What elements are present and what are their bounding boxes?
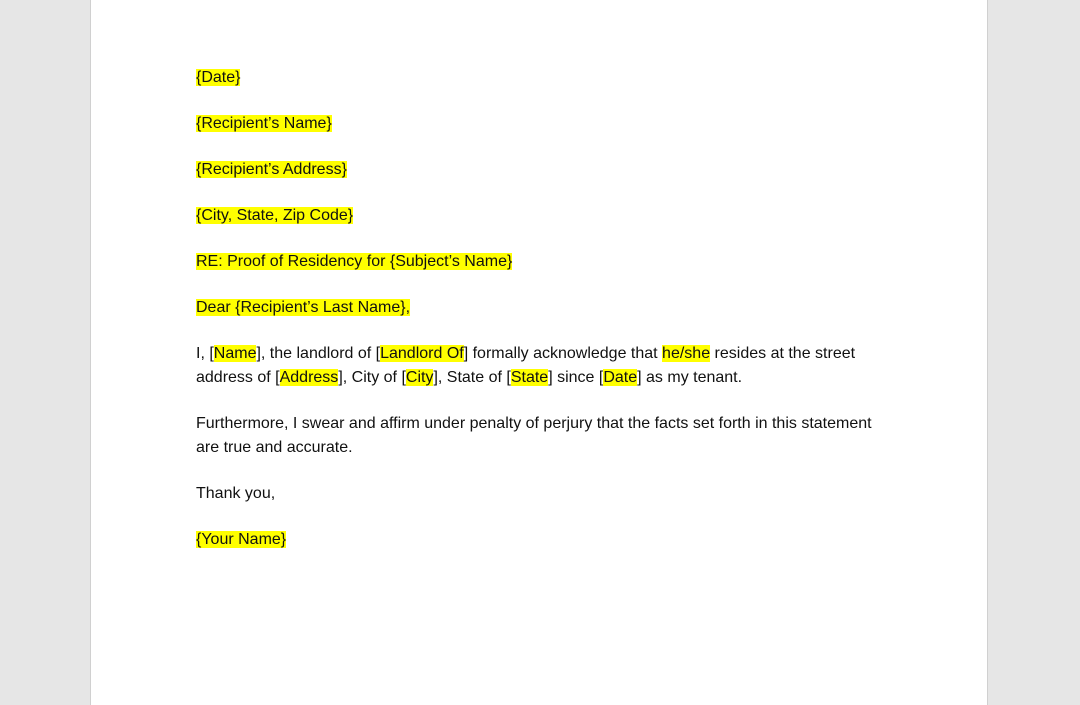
- name-field[interactable]: Name: [213, 345, 257, 362]
- salutation-line: [196, 296, 886, 320]
- recipient-address-line: [196, 158, 886, 182]
- date-placeholder[interactable]: {Date}: [196, 69, 241, 86]
- recipient-address-placeholder[interactable]: {Recipient’s Address}: [196, 161, 347, 178]
- date-line: [196, 66, 886, 90]
- pronoun-field[interactable]: he/she: [662, 345, 711, 362]
- salutation-placeholder[interactable]: Dear {Recipient’s Last Name},: [196, 299, 411, 316]
- closing-line: Thank you,: [196, 485, 276, 502]
- body1-text-7: ] since [: [548, 369, 604, 386]
- body1-text-6: ], State of [: [433, 369, 511, 386]
- body1-text-2: ], the landlord of [: [256, 345, 381, 362]
- body-paragraph-2: Furthermore, I swear and affirm under penalty of perjury that the facts set forth in this statement are true and accurate.: [196, 415, 872, 456]
- subject-placeholder[interactable]: RE: Proof of Residency for {Subject’s Name}: [196, 253, 513, 270]
- signature-line: [196, 528, 886, 552]
- body1-text-5: ], City of [: [338, 369, 406, 386]
- body1-text-8: ] as my tenant.: [637, 369, 743, 386]
- state-field[interactable]: State: [510, 369, 549, 386]
- body1-text-3: ] formally acknowledge that: [463, 345, 663, 362]
- body-paragraph-1: [196, 342, 886, 390]
- city-state-zip-placeholder[interactable]: {City, State, Zip Code}: [196, 207, 354, 224]
- city-field[interactable]: City: [405, 369, 434, 386]
- recipient-name-line: [196, 112, 886, 136]
- document-page[interactable]: [90, 0, 988, 705]
- landlord-of-field[interactable]: Landlord Of: [380, 345, 464, 362]
- recipient-name-placeholder[interactable]: {Recipient’s Name}: [196, 115, 332, 132]
- city-state-zip-line: [196, 204, 886, 228]
- body1-text-1: I, [: [196, 345, 214, 362]
- since-date-field[interactable]: Date: [603, 369, 638, 386]
- body1-text-4: resides at the street address of [: [196, 345, 856, 386]
- signature-placeholder[interactable]: {Your Name}: [196, 531, 287, 548]
- address-field[interactable]: Address: [279, 369, 339, 386]
- subject-line: [196, 250, 886, 274]
- letter-body[interactable]: [196, 66, 886, 574]
